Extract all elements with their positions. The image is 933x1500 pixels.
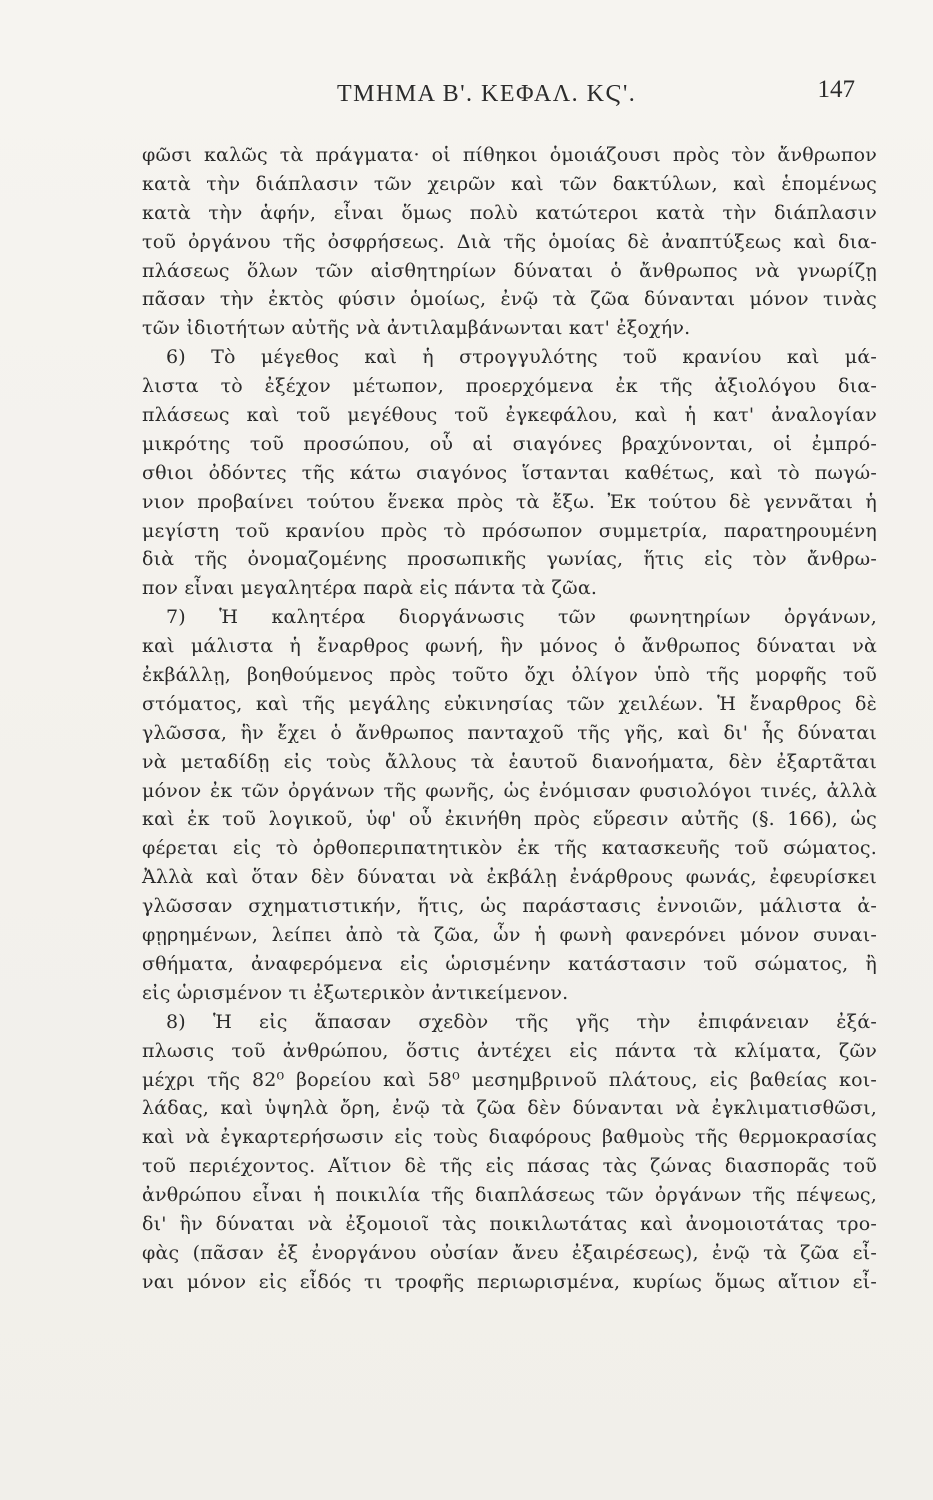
text-line: ἐκβάλλῃ, βοηθούμενος πρὸς τοῦτο ὄχι ὀλίγον ὑπὸ τῆς μορφῆς τοῦ bbox=[142, 664, 877, 687]
text-line: τοῦ ὀργάνου τῆς ὀσφρήσεως. Διὰ τῆς ὁμοίας δὲ ἀναπτύξεως καὶ δια- bbox=[142, 230, 877, 253]
text-line: καὶ μάλιστα ἡ ἔναρθρος φωνή, ἣν μόνος ὁ ἄνθρωπος δύναται νὰ bbox=[142, 635, 877, 658]
text-line: κατὰ τὴν διάπλασιν τῶν χειρῶν καὶ τῶν δακτύλων, καὶ ἑπομένως bbox=[142, 172, 877, 195]
page-number: 147 bbox=[817, 76, 855, 103]
text-line: καὶ νὰ ἐγκαρτερήσωσιν εἰς τοὺς διαφόρους βαθμοὺς τῆς θερμοκρασίας bbox=[142, 1126, 877, 1149]
text-line: σθιοι ὀδόντες τῆς κάτω σιαγόνος ἵστανται καθέτως, καὶ τὸ πωγώ- bbox=[142, 461, 877, 484]
text-line: κατὰ τὴν ἁφήν, εἶναι ὅμως πολὺ κατώτεροι κατὰ τὴν διάπλασιν bbox=[142, 201, 877, 224]
text-line: φὰς (πᾶσαν ἐξ ἐνοργάνου οὐσίαν ἄνευ ἐξαιρέσεως), ἐνῷ τὰ ζῶα εἶ- bbox=[142, 1241, 877, 1264]
text-line: μόνον ἐκ τῶν ὀργάνων τῆς φωνῆς, ὡς ἐνόμισαν φυσιολόγοι τινές, ἀλλὰ bbox=[142, 779, 877, 802]
text-line: εἰς ὡρισμένον τι ἐξωτερικὸν ἀντικείμενον. bbox=[142, 981, 569, 1004]
text-line: πλωσις τοῦ ἀνθρώπου, ὅστις ἀντέχει εἰς πάντα τὰ κλίματα, ζῶν bbox=[142, 1039, 877, 1062]
text-line: μέχρι τῆς 82⁰ βορείου καὶ 58⁰ μεσημβρινοῦ πλάτους, εἰς βαθείας κοι- bbox=[142, 1068, 877, 1091]
text-line: πᾶσαν τὴν ἐκτὸς φύσιν ὁμοίως, ἐνῷ τὰ ζῶα δύνανται μόνον τινὰς bbox=[142, 288, 877, 311]
text-line: φῃρημένων, λείπει ἀπὸ τὰ ζῶα, ὧν ἡ φωνὴ φανερόνει μόνον συναι- bbox=[142, 924, 877, 947]
paragraph-7-start: 7) Ἡ καλητέρα διοργάνωσις τῶν φωνητηρίων ὀργάνων, bbox=[166, 606, 877, 629]
text-line: πλάσεως καὶ τοῦ μεγέθους τοῦ ἐγκεφάλου, καὶ ἡ κατ' ἀναλογίαν bbox=[142, 404, 877, 427]
paragraph-6-start: 6) Τὸ μέγεθος καὶ ἡ στρογγυλότης τοῦ κρανίου καὶ μά- bbox=[166, 346, 877, 369]
text-line: τῶν ἰδιοτήτων αὐτῆς νὰ ἀντιλαμβάνωνται κατ' ἐξοχήν. bbox=[142, 317, 691, 340]
paragraph-8-start: 8) Ἡ εἰς ἅπασαν σχεδὸν τῆς γῆς τὴν ἐπιφάνειαν ἐξά- bbox=[166, 1010, 877, 1033]
body-text bbox=[142, 141, 877, 1297]
text-line: λιστα τὸ ἐξέχον μέτωπον, προερχόμενα ἐκ τῆς ἀξιολόγου δια- bbox=[142, 375, 877, 398]
page-header bbox=[140, 76, 860, 116]
text-line: πλάσεως ὅλων τῶν αἰσθητηρίων δύναται ὁ ἄνθρωπος νὰ γνωρίζῃ bbox=[142, 259, 877, 282]
text-line: λάδας, καὶ ὑψηλὰ ὄρη, ἐνῷ τὰ ζῶα δὲν δύνανται νὰ ἐγκλιματισθῶσι, bbox=[142, 1097, 877, 1120]
text-line: γλῶσσαν σχηματιστικήν, ἥτις, ὡς παράστασις ἐννοιῶν, μάλιστα ἀ- bbox=[142, 895, 877, 918]
text-line: Ἀλλὰ καὶ ὅταν δὲν δύναται νὰ ἐκβάλῃ ἐνάρθρους φωνάς, ἐφευρίσκει bbox=[142, 866, 877, 889]
text-line: δι' ἣν δύναται νὰ ἐξομοιοῖ τὰς ποικιλωτάτας καὶ ἀνομοιοτάτας τρο- bbox=[142, 1212, 877, 1235]
text-line: πον εἶναι μεγαλητέρα παρὰ εἰς πάντα τὰ ζῶα. bbox=[142, 577, 598, 600]
text-line: νιον προβαίνει τούτου ἕνεκα πρὸς τὰ ἔξω. Ἐκ τούτου δὲ γεννᾶται ἡ bbox=[142, 490, 877, 513]
running-head: ΤΜΗΜΑ Β'. ΚΕΦΑΛ. ΚϚ'. bbox=[337, 81, 637, 107]
text-line: ἀνθρώπου εἶναι ἡ ποικιλία τῆς διαπλάσεως τῶν ὀργάνων τῆς πέψεως, bbox=[142, 1184, 877, 1207]
text-line: φῶσι καλῶς τὰ πράγματα· οἱ πίθηκοι ὁμοιάζουσι πρὸς τὸν ἄνθρωπον bbox=[142, 144, 877, 166]
text-line: καὶ ἐκ τοῦ λογικοῦ, ὑφ' οὗ ἐκινήθη πρὸς εὕρεσιν αὐτῆς (§. 166), ὡς bbox=[142, 808, 877, 831]
text-line: σθήματα, ἀναφερόμενα εἰς ὡρισμένην κατάστασιν τοῦ σώματος, ἢ bbox=[142, 952, 877, 975]
text-line: διὰ τῆς ὀνομαζομένης προσωπικῆς γωνίας, ἥτις εἰς τὸν ἄνθρω- bbox=[142, 548, 877, 571]
text-line: τοῦ περιέχοντος. Αἴτιον δὲ τῆς εἰς πάσας τὰς ζώνας διασπορᾶς τοῦ bbox=[142, 1155, 877, 1178]
text-line: στόματος, καὶ τῆς μεγάλης εὐκινησίας τῶν χειλέων. Ἡ ἔναρθρος δὲ bbox=[142, 692, 877, 715]
text-line: μικρότης τοῦ προσώπου, οὗ αἱ σιαγόνες βραχύνονται, οἱ ἐμπρό- bbox=[142, 432, 877, 455]
text-line: φέρεται εἰς τὸ ὀρθοπεριπατητικὸν ἐκ τῆς κατασκευῆς τοῦ σώματος. bbox=[142, 837, 877, 860]
text-line: μεγίστη τοῦ κρανίου πρὸς τὸ πρόσωπον συμμετρία, παρατηρουμένη bbox=[142, 519, 877, 542]
text-line: γλῶσσα, ἣν ἔχει ὁ ἄνθρωπος πανταχοῦ τῆς γῆς, καὶ δι' ἧς δύναται bbox=[142, 721, 877, 744]
text-line: νὰ μεταδίδῃ εἰς τοὺς ἄλλους τὰ ἑαυτοῦ διανοήματα, δὲν ἐξαρτᾶται bbox=[142, 750, 877, 773]
text-line: ναι μόνον εἰς εἶδός τι τροφῆς περιωρισμένα, κυρίως ὅμως αἴτιον εἶ- bbox=[142, 1270, 877, 1293]
